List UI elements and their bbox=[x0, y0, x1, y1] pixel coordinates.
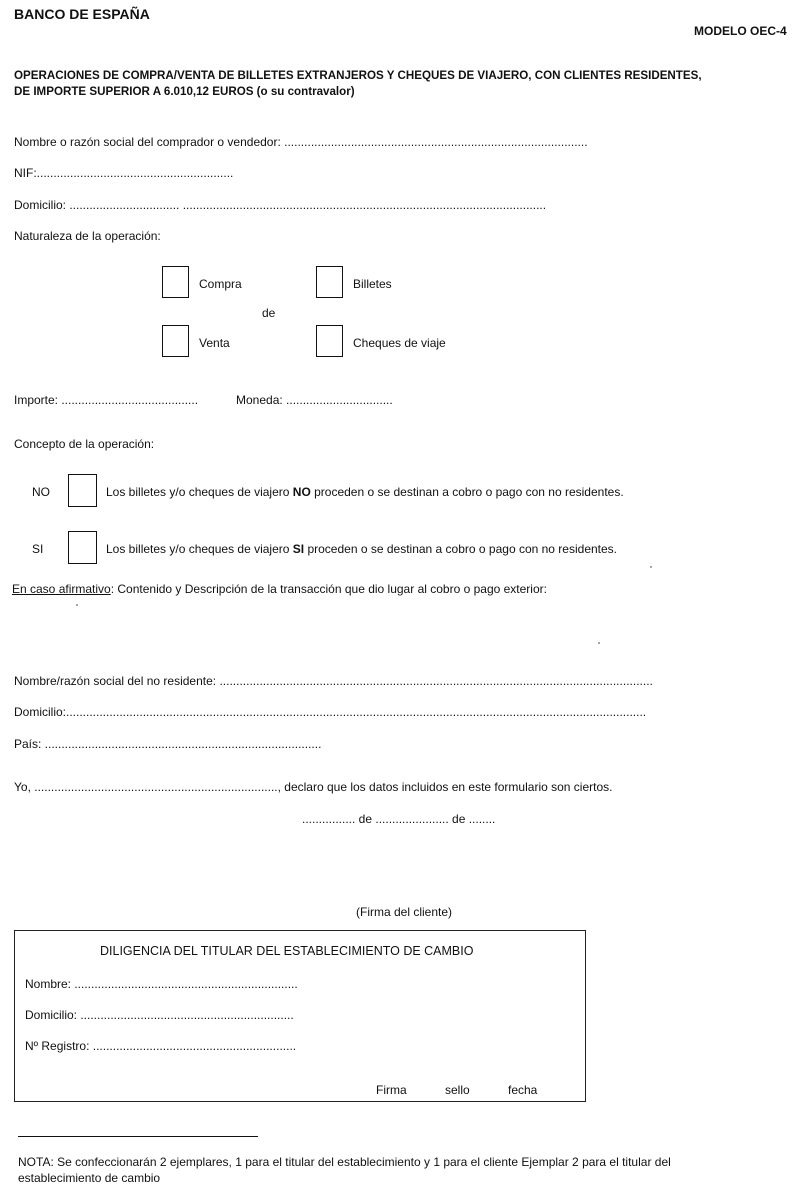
nonresident-name-field[interactable]: Nombre/razón social del no residente: .................................................................................................................................. bbox=[14, 674, 653, 688]
no-statement bbox=[106, 485, 624, 499]
si-checkbox[interactable] bbox=[68, 531, 97, 564]
scan-speck bbox=[598, 642, 600, 644]
venta-checkbox[interactable] bbox=[162, 325, 189, 357]
signature-label: Firma bbox=[376, 1083, 407, 1097]
model-code: MODELO OEC-4 bbox=[694, 24, 787, 38]
scan-speck bbox=[650, 566, 652, 568]
stamp-label: sello bbox=[445, 1083, 470, 1097]
compra-label: Compra bbox=[199, 277, 242, 291]
no-statement-pre: Los billetes y/o cheques de viajero bbox=[106, 485, 293, 499]
diligence-title: DILIGENCIA DEL TITULAR DEL ESTABLECIMIENTO DE CAMBIO bbox=[100, 944, 474, 958]
billetes-label: Billetes bbox=[353, 277, 392, 291]
note-line2: establecimiento de cambio bbox=[18, 1171, 161, 1185]
si-tag: SI bbox=[32, 542, 44, 556]
nonresident-country-field[interactable]: País: ................................................................................... bbox=[14, 737, 322, 751]
no-statement-post: proceden o se destinan a cobro o pago con no residentes. bbox=[310, 485, 624, 499]
affirmative-case-rest: : Contenido y Descripción de la transacción que dio lugar al cobro o pago exterior: bbox=[110, 582, 547, 596]
nif-field[interactable]: NIF:........................................................... bbox=[14, 166, 234, 180]
holder-domicile-field[interactable]: Domicilio: ................................................................ bbox=[25, 1008, 294, 1022]
note-line1: NOTA: Se confeccionarán 2 ejemplares, 1 para el titular del establecimiento y 1 para el cliente Ejemplar 2 para el titular del bbox=[18, 1155, 671, 1169]
declaration-line[interactable]: Yo, ........................................................................., declaro que los datos incluidos en este formulario son ciertos. bbox=[14, 780, 613, 794]
no-tag: NO bbox=[32, 485, 50, 499]
si-statement-bold: SI bbox=[292, 542, 305, 556]
scan-speck bbox=[76, 604, 78, 606]
billetes-checkbox[interactable] bbox=[316, 266, 343, 298]
registry-number-field[interactable]: Nº Registro: ............................................................. bbox=[25, 1039, 297, 1053]
date-label: fecha bbox=[508, 1083, 538, 1097]
si-statement-post: proceden o se destinan a cobro o pago con no residentes. bbox=[304, 542, 618, 556]
buyer-seller-name-field[interactable]: Nombre o razón social del comprador o vendedor: ........................................................................................... bbox=[14, 135, 588, 149]
no-statement-bold: NO bbox=[292, 485, 311, 499]
date-line[interactable]: ................ de ...................... de ........ bbox=[302, 812, 496, 826]
domicile-field[interactable]: Domicilio: ................................. ............................................................................................................. bbox=[14, 198, 547, 212]
affirmative-case-underlined: En caso afirmativo bbox=[12, 582, 111, 596]
client-signature-label: (Firma del cliente) bbox=[356, 905, 453, 919]
form-title-line2: DE IMPORTE SUPERIOR A 6.010,12 EUROS (o su contravalor) bbox=[14, 85, 355, 98]
operation-concept-label: Concepto de la operación: bbox=[14, 437, 155, 451]
operation-nature-label: Naturaleza de la operación: bbox=[14, 229, 161, 243]
cheques-label: Cheques de viaje bbox=[353, 336, 446, 350]
amount-field[interactable]: Importe: ......................................... bbox=[14, 393, 199, 407]
si-statement bbox=[106, 542, 617, 556]
cheques-checkbox[interactable] bbox=[316, 325, 343, 357]
venta-label: Venta bbox=[199, 336, 230, 350]
footnote-rule bbox=[18, 1136, 258, 1137]
holder-name-field[interactable]: Nombre: ................................................................... bbox=[25, 977, 298, 991]
affirmative-case-description bbox=[12, 582, 547, 596]
compra-checkbox[interactable] bbox=[162, 266, 189, 298]
si-statement-pre: Los billetes y/o cheques de viajero bbox=[106, 542, 293, 556]
org-name: BANCO DE ESPAÑA bbox=[14, 6, 150, 22]
nonresident-domicile-field[interactable]: Domicilio:.............................................................................................................................................................................. bbox=[14, 705, 647, 719]
de-label: de bbox=[262, 306, 276, 320]
form-title-line1: OPERACIONES DE COMPRA/VENTA DE BILLETES EXTRANJEROS Y CHEQUES DE VIAJERO, CON CLIENTES RESIDENTES, bbox=[14, 69, 702, 82]
currency-field[interactable]: Moneda: ................................ bbox=[236, 393, 393, 407]
no-checkbox[interactable] bbox=[68, 474, 97, 507]
